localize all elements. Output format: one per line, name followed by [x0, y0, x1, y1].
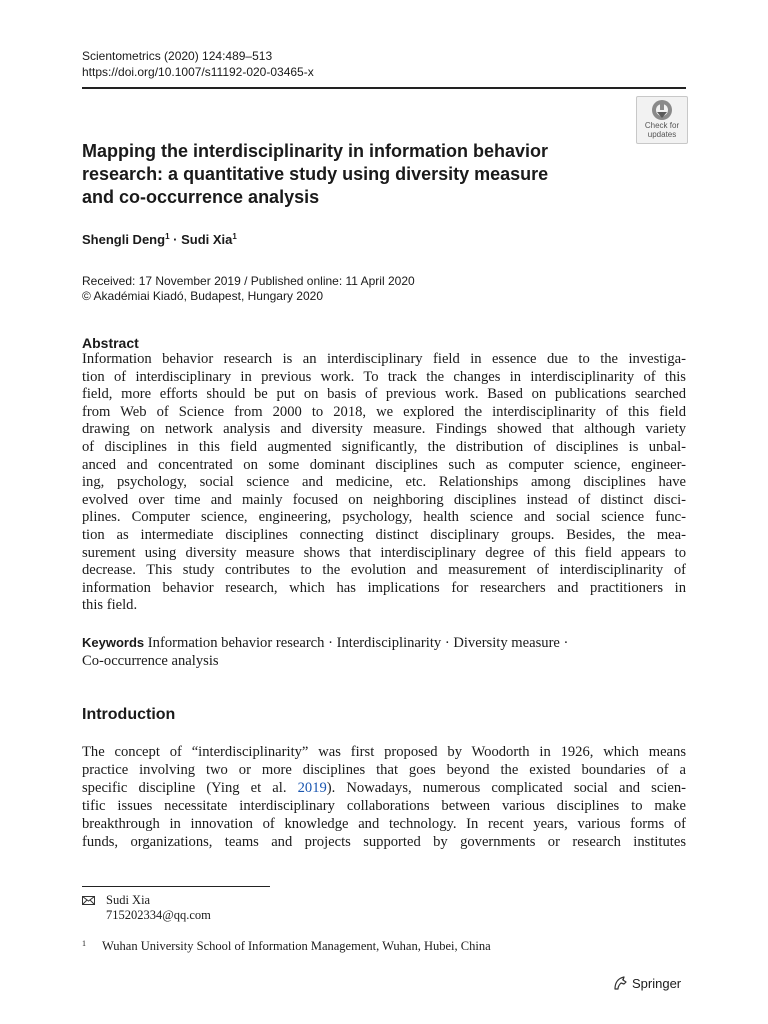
keywords-list-continued: Co-occurrence analysis	[82, 653, 219, 669]
abstract-line: information behavior research, which has implications for researchers and practitioners in	[82, 579, 686, 596]
doi-link[interactable]: https://doi.org/10.1007/s11192-020-03465-x	[82, 65, 314, 79]
journal-header	[82, 48, 314, 80]
abstract-line: tion as intermediate disciplines connecting distinct disciplinary groups. Besides, the mea-	[82, 526, 686, 543]
title-line: research: a quantitative study using diversity measure	[82, 164, 549, 184]
abstract-body	[82, 351, 686, 615]
publication-dates	[82, 274, 415, 304]
abstract-line: field, more efforts should be put on basis of previous work. Based on publications searched	[82, 386, 686, 403]
keywords-label: Keywords	[82, 635, 145, 650]
copyright-notice: © Akadémiai Kiadó, Budapest, Hungary 2020	[82, 289, 323, 303]
abstract-line: from Web of Science from 2000 to 2018, we explored the interdisciplinarity of this field	[82, 403, 686, 420]
paper-title	[82, 140, 612, 209]
badge-label-line2: updates	[647, 130, 677, 139]
badge-label-line1: Check for	[644, 121, 680, 130]
envelope-icon	[82, 896, 95, 905]
abstract-line: this field.	[82, 597, 138, 614]
intro-text: ). Nowadays, numerous complicated social and scien-	[326, 780, 686, 797]
springer-horse-icon	[612, 975, 628, 991]
publisher-name: Springer	[632, 975, 682, 991]
author-name[interactable]: Shengli Deng	[82, 232, 166, 247]
publisher-logo	[612, 975, 681, 991]
citation-link[interactable]: 2019	[297, 780, 327, 797]
abstract-line: Information behavior research is an interdisciplinary field in essence due to the investiga-	[82, 351, 686, 367]
intro-line: practice involving two or more disciplines that goes beyond the existed boundaries of a	[82, 762, 686, 779]
intro-line	[82, 779, 686, 797]
abstract-line: decrease. This study contributes to the evolution and measurement of interdisciplinarity of	[82, 562, 686, 579]
abstract-line: evolved over time and mainly focused on neighboring disciplines instead of distinct disci-	[82, 491, 686, 508]
check-for-updates-icon	[651, 99, 673, 121]
intro-line: breakthrough in innovation of knowledge and technology. In recent years, various forms of	[82, 816, 686, 833]
author-separator: ·	[169, 232, 182, 247]
journal-citation: Scientometrics (2020) 124:489–513	[82, 49, 273, 63]
check-for-updates-badge[interactable]	[636, 96, 688, 144]
intro-line: tific issues necessitate interdisciplinary collaborations between various disciplines to make	[82, 798, 686, 815]
header-rule	[82, 87, 686, 89]
intro-line: The concept of “interdisciplinarity” was first proposed by Woodorth in 1926, which means	[82, 744, 686, 760]
author-name[interactable]: Sudi Xia	[181, 232, 233, 247]
abstract-line: tion of interdisciplinary in previous work. To track the changes in interdisciplinarity of this	[82, 368, 686, 385]
abstract-line: drawing on network analysis and diversity measure. Findings showed that although variety	[82, 421, 686, 438]
received-published-dates: Received: 17 November 2019 / Published online: 11 April 2020	[82, 274, 415, 288]
abstract-line: ing, psychology, social science and medicine, etc. Relationships among disciplines have	[82, 474, 686, 491]
affiliation-mark: 1	[82, 939, 86, 948]
abstract-line: plines. Computer science, engineering, psychology, health science and social science func-	[82, 509, 686, 526]
footnote-rule	[82, 886, 270, 887]
intro-line: funds, organizations, teams and projects supported by governments or research institutes	[82, 834, 686, 851]
introduction-body	[82, 743, 686, 852]
affiliation-text: Wuhan University School of Information Management, Wuhan, Hubei, China	[102, 939, 491, 953]
corresponding-author-name: Sudi Xia	[106, 893, 151, 907]
introduction-heading: Introduction	[82, 706, 176, 723]
corresponding-author-email[interactable]: 715202334@qq.com	[106, 908, 211, 922]
author-affiliation-mark: 1	[165, 232, 170, 241]
author-affiliation-mark: 1	[232, 232, 237, 241]
affiliation-footnote	[82, 936, 491, 954]
abstract-line: surement using diversity measure shows that interdisciplinary degree of this field appears to	[82, 544, 686, 561]
abstract-heading: Abstract	[82, 335, 139, 351]
keywords-list: Information behavior research · Interdisciplinarity · Diversity measure ·	[147, 635, 569, 651]
keywords-block	[82, 634, 686, 670]
author-list	[82, 232, 237, 247]
title-line: and co-occurrence analysis	[82, 187, 320, 207]
intro-text: specific discipline (Ying et al.	[82, 780, 298, 797]
title-line: Mapping the interdisciplinarity in information behavior	[82, 141, 549, 161]
abstract-line: anced and concentrated on some dominant disciplines such as computer science, engineer-	[82, 456, 686, 473]
abstract-line: of disciplines in this field augmented significantly, the distribution of disciplines is unbal-	[82, 438, 686, 455]
